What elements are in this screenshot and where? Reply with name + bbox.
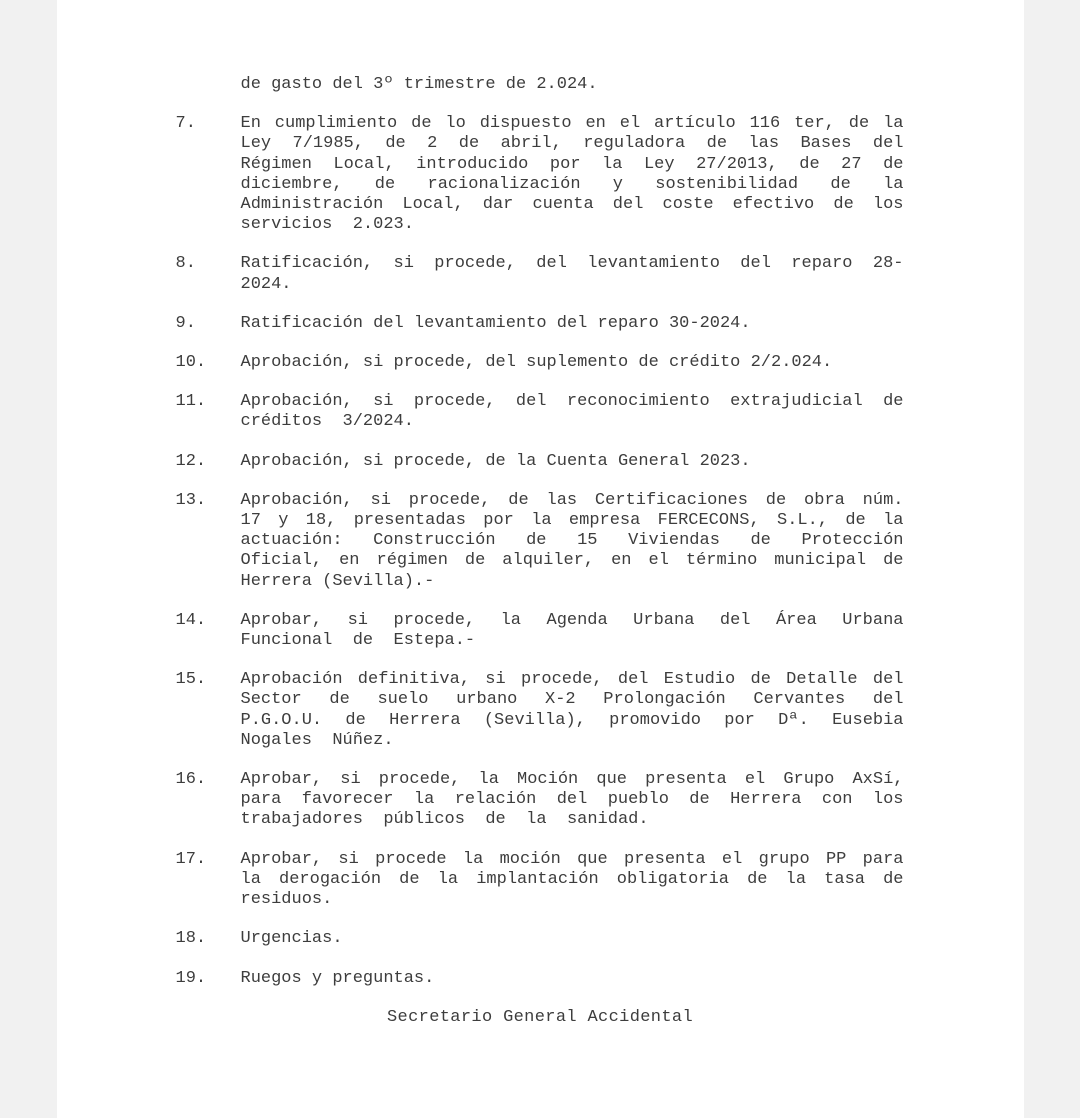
agenda-line: Ruegos y preguntas. <box>240 968 435 988</box>
agenda-item <box>176 929 1024 949</box>
agenda-line: Aprobación, si procede, del reconocimiento extrajudicial de <box>240 392 904 412</box>
item-number: 13. <box>175 490 207 510</box>
agenda-item <box>176 850 1024 911</box>
agenda-line: de gasto del 3º trimestre de 2.024. <box>240 75 598 94</box>
agenda-item <box>176 491 1024 592</box>
item-text <box>241 75 904 95</box>
item-number: 11. <box>175 392 207 412</box>
agenda-line: para favorecer la relación del pueblo de Herrera con los <box>240 790 904 810</box>
agenda-line: trabajadores públicos de la sanidad. <box>240 810 649 830</box>
agenda-item <box>176 969 1024 989</box>
item-number: 10. <box>175 353 207 373</box>
agenda-line: P.G.O.U. de Herrera (Sevilla), promovido por Dª. Eusebia <box>240 710 904 730</box>
agenda-item <box>176 770 1024 831</box>
item-number: 8. <box>175 254 196 274</box>
item-text <box>241 392 904 432</box>
agenda-item <box>176 670 1024 751</box>
item-text <box>241 969 904 989</box>
agenda-line: Aprobación, si procede, de la Cuenta General 2023. <box>240 451 751 471</box>
agenda-line: 17 y 18, presentadas por la empresa FERCECONS, S.L., de la <box>240 511 904 531</box>
agenda-line: Ley 7/1985, de 2 de abril, reguladora de las Bases del <box>240 134 904 154</box>
item-text <box>241 670 904 751</box>
item-text <box>241 452 904 472</box>
agenda-line: Aprobación definitiva, si procede, del Estudio de Detalle del <box>240 670 904 690</box>
agenda-line: 2024. <box>240 274 292 294</box>
agenda-line: Aprobación, si procede, de las Certificaciones de obra núm. <box>240 490 904 510</box>
agenda-line: Ratificación, si procede, del levantamiento del reparo 28- <box>240 254 904 274</box>
agenda-line: Aprobar, si procede la moción que presenta el grupo PP para <box>240 849 904 869</box>
agenda-line: Aprobar, si procede, la Moción que presenta el Grupo AxSí, <box>240 770 904 790</box>
item-text <box>241 850 904 911</box>
agenda-line: diciembre, de racionalización y sostenibilidad de la <box>240 174 904 194</box>
item-text <box>241 254 904 294</box>
agenda-item <box>176 114 1024 235</box>
agenda-line: En cumplimiento de lo dispuesto en el artículo 116 ter, de la <box>240 114 904 134</box>
item-number: 18. <box>175 929 207 949</box>
agenda-line: Sector de suelo urbano X-2 Prolongación Cervantes del <box>240 690 904 710</box>
item-text <box>241 353 904 373</box>
item-number: 17. <box>175 849 207 869</box>
item-number: 19. <box>175 968 207 988</box>
agenda-line: Aprobación, si procede, del suplemento de crédito 2/2.024. <box>240 353 833 373</box>
agenda-item <box>176 611 1024 651</box>
agenda-line: Oficial, en régimen de alquiler, en el término municipal de <box>240 551 904 571</box>
agenda-item <box>176 254 1024 294</box>
item-number: 15. <box>175 670 207 690</box>
item-text <box>241 770 904 831</box>
item-number: 9. <box>175 313 196 333</box>
agenda-item <box>176 452 1024 472</box>
agenda-body <box>57 75 1024 989</box>
agenda-item <box>176 392 1024 432</box>
agenda-line: Herrera (Sevilla).- <box>240 571 435 591</box>
agenda-line: créditos 3/2024. <box>240 412 414 432</box>
agenda-line: servicios 2.023. <box>240 215 414 235</box>
item-text <box>241 114 904 235</box>
agenda-line: actuación: Construcción de 15 Viviendas de Protección <box>240 531 904 551</box>
agenda-item <box>176 75 1024 95</box>
item-number: 12. <box>175 451 207 471</box>
agenda-item <box>176 353 1024 373</box>
agenda-line: Aprobar, si procede, la Agenda Urbana del Área Urbana <box>240 610 904 630</box>
agenda-line: Urgencias. <box>240 929 343 949</box>
signature-line: Secretario General Accidental <box>387 1007 693 1027</box>
agenda-line: Régimen Local, introducido por la Ley 27/2013, de 27 de <box>240 154 904 174</box>
document-page <box>57 0 1024 1118</box>
agenda-line: Nogales Núñez. <box>240 730 394 750</box>
agenda-line: la derogación de la implantación obligatoria de la tasa de <box>240 869 904 889</box>
item-number: 14. <box>175 610 207 630</box>
item-number: 7. <box>175 114 196 134</box>
agenda-line: Funcional de Estepa.- <box>240 631 476 651</box>
item-text <box>241 929 904 949</box>
item-number: 16. <box>175 770 207 790</box>
item-number <box>176 75 241 95</box>
item-text <box>241 611 904 651</box>
agenda-line: residuos. <box>240 890 333 910</box>
agenda-line: Administración Local, dar cuenta del coste efectivo de los <box>240 195 904 215</box>
agenda-line: Ratificación del levantamiento del reparo 30-2024. <box>240 313 751 333</box>
item-text <box>241 491 904 592</box>
item-text <box>241 314 904 334</box>
agenda-item <box>176 314 1024 334</box>
